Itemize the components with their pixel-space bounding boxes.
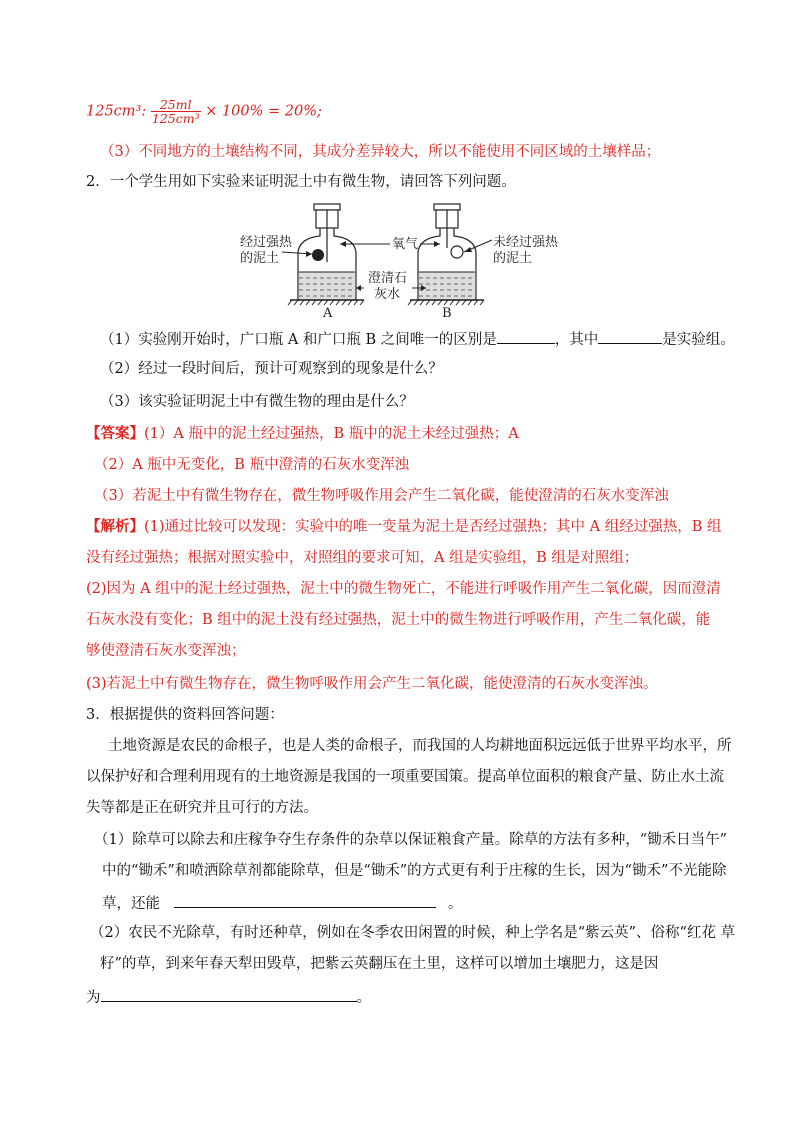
- bottle-a-soil-icon: [312, 249, 324, 261]
- q3-sub2-line-2: 籽”的草，到来年春天犁田毁草，把紫云英翻压在土里，这样可以增加土壤肥力，这是因: [100, 956, 659, 972]
- q2-analysis-1-line-1: [86, 517, 722, 537]
- q2-stem: 2．一个学生用如下实验来证明泥土中有微生物，请回答下列问题。: [86, 174, 516, 190]
- figure-label-unheated-1: 未经过强热: [493, 235, 559, 250]
- q2-analysis-2-line-1: (2)因为 A 组中的泥土经过强热，泥土中的微生物死亡，不能进行呼吸作用产生二氧化碳，因而澄清: [86, 581, 721, 597]
- figure-label-unheated-2: 的泥土: [493, 251, 533, 266]
- q2-analysis-3: (3)若泥土中有微生物存在，微生物呼吸作用会产生二氧化碳，能使澄清的石灰水变浑浊。: [86, 676, 658, 692]
- q3-sub1-text: 草，还能: [102, 896, 160, 912]
- bottle-b-soil-icon: [451, 246, 463, 258]
- q3-sub1-blank[interactable]: [174, 892, 436, 908]
- figure-label-heated-2: 的泥土: [240, 251, 280, 266]
- q2-sub1-blank-1[interactable]: [497, 328, 555, 344]
- figure-label-limewater-2: 灰水: [374, 287, 401, 302]
- analysis-tag: 【解析】: [86, 518, 144, 535]
- answer-tag: 【答案】: [86, 425, 144, 442]
- q3-sub2-line-1: （2）农民不光除草，有时还种草，例如在冬季农田闲置的时候，种上学名是“紫云英”、俗称“红花 草: [90, 925, 736, 941]
- formula-denominator: 125cm³: [151, 111, 200, 126]
- q2-analysis-1-text: (1)通过比较可以发现：实验中的唯一变量为泥土是否经过强热；其中 A 组经过强热，B 组: [144, 519, 722, 535]
- q3-sub1-line-2: 中的“锄禾”和喷洒除草剂都能除草，但是“锄禾”的方式更有利于庄稼的生长，因为“锄禾”不光能除: [102, 863, 727, 879]
- q3-sub2-blank[interactable]: [101, 986, 357, 1002]
- q3-sub2-end: 。: [356, 990, 371, 1006]
- formula-numerator: 25ml: [151, 98, 201, 112]
- figure-label-b: B: [442, 306, 452, 321]
- q2-sub1-blank-2[interactable]: [598, 328, 662, 344]
- formula-fraction: [151, 98, 201, 125]
- q2-sub2: （2）经过一段时间后，预计可观察到的现象是什么？: [100, 361, 443, 377]
- formula-rhs: × 100% = 20%;: [205, 103, 322, 120]
- q3-paragraph-line-2: 以保护好和合理利用现有的土地资源是我国的一项重要国策。提高单位面积的粮食产量、防止水土流: [86, 769, 724, 785]
- q2-sub1: [100, 328, 735, 350]
- q3-sub1-line-1: （1）除草可以除去和庄稼争夺生存条件的杂草以保证粮食产量。除草的方法有多种，“锄禾日当午”: [94, 832, 728, 848]
- q2-analysis-2-line-3: 够使澄清石灰水变浑浊；: [86, 643, 246, 659]
- q3-sub1-line-3: [102, 892, 463, 914]
- q1-answer-3: （3）不同地方的土壤结构不同，其成分差异较大，所以不能使用不同区域的土壤样品；: [100, 144, 661, 160]
- q2-sub1-text-c: 是实验组。: [662, 332, 735, 348]
- q2-answer-2: （2）A 瓶中无变化，B 瓶中澄清的石灰水变浑浊: [94, 457, 410, 473]
- formula-lhs: 125cm³:: [86, 103, 147, 120]
- q2-analysis-2-line-2: 石灰水没有变化；B 组中的泥土没有经过强热，泥土中的微生物进行呼吸作用，产生二氧化碳，能: [86, 612, 711, 628]
- q2-sub1-text-a: （1）实验刚开始时，广口瓶 A 和广口瓶 B 之间唯一的区别是: [100, 332, 497, 348]
- q3-sub2-text: 为: [86, 990, 101, 1006]
- q2-sub3: （3）该实验证明泥土中有微生物的理由是什么？: [100, 394, 414, 410]
- q3-sub1-end: 。: [448, 896, 463, 912]
- q3-paragraph-line-1: 土地资源是农民的命根子，也是人类的命根子，而我国的人均耕地面积远远低于世界平均水平，所: [108, 738, 732, 754]
- formula-line: [86, 98, 322, 125]
- figure-label-heated-1: 经过强热: [240, 235, 293, 250]
- q3-sub2-line-3: [86, 986, 371, 1008]
- q2-analysis-1-line-2: 没有经过强热；根据对照实验中，对照组的要求可知，A 组是实验组，B 组是对照组；: [86, 550, 639, 566]
- figure-label-limewater-1: 澄清石: [368, 271, 408, 286]
- q2-answer-1-text: (1）A 瓶中的泥土经过强热，B 瓶中的泥土未经过强热；A: [144, 426, 519, 442]
- experiment-figure: [240, 200, 559, 321]
- q3-paragraph-line-3: 失等都是正在研究并且可行的方法。: [86, 800, 318, 816]
- q2-answer-1: [86, 424, 519, 444]
- figure-label-a: A: [323, 306, 333, 321]
- q3-stem: 3．根据提供的资料回答问题：: [86, 707, 284, 723]
- figure-label-oxygen: 氧气: [392, 237, 419, 252]
- q2-sub1-text-b: ，其中: [554, 332, 599, 348]
- q2-answer-3: （3）若泥土中有微生物存在，微生物呼吸作用会产生二氧化碳，能使澄清的石灰水变浑浊: [94, 488, 669, 504]
